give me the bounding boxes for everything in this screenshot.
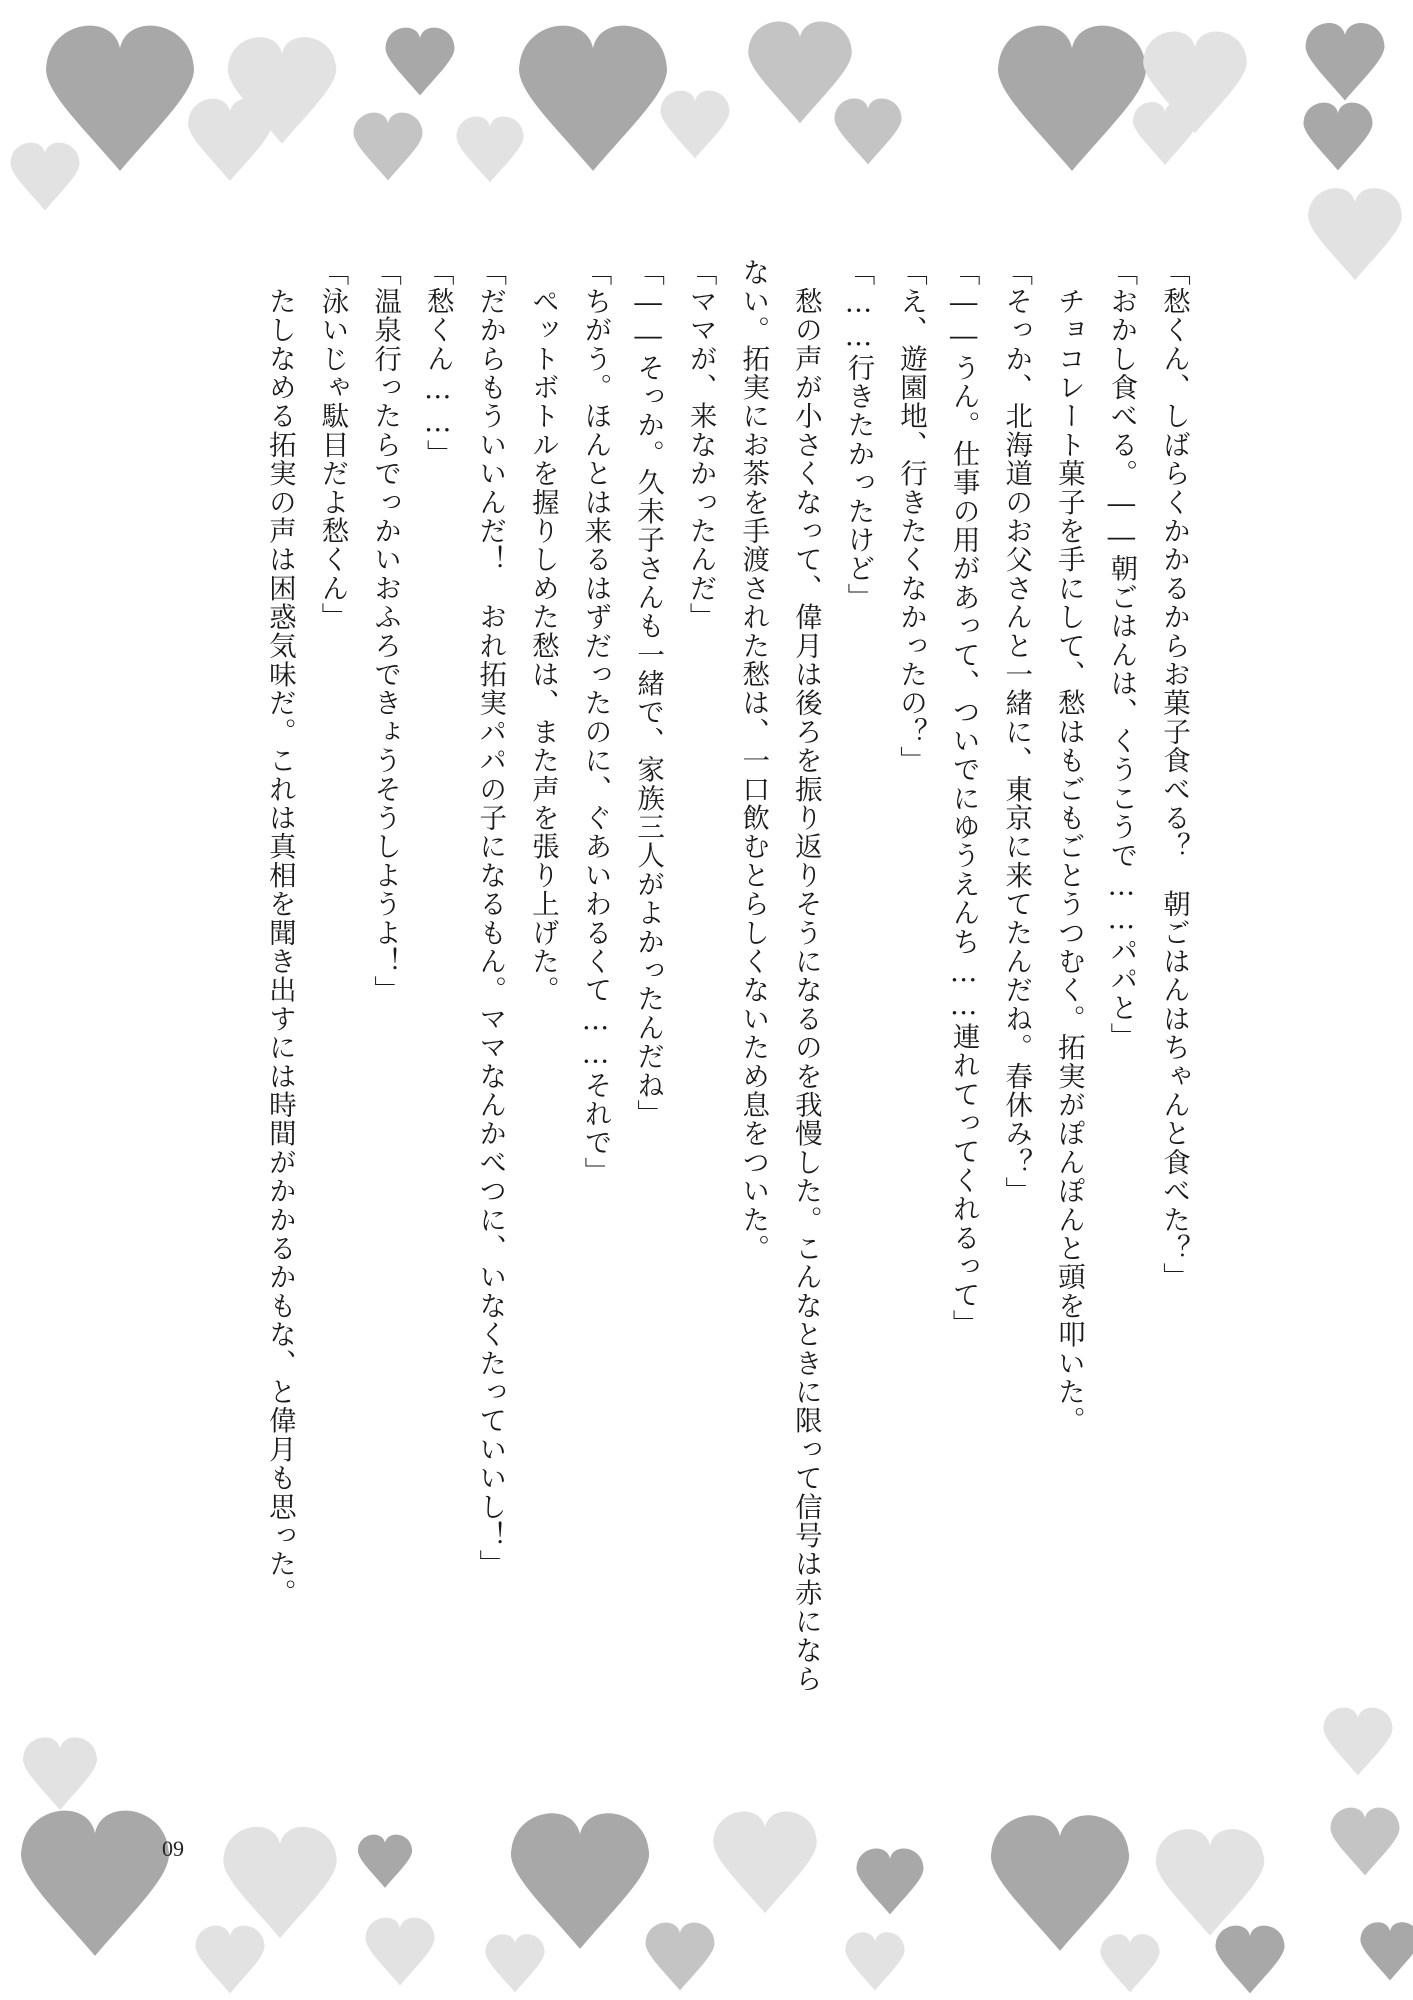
text-line: 「泳いじゃ駄目だよ愁くん」 xyxy=(316,258,349,632)
heart-icon xyxy=(519,26,667,171)
text-line: ペットボトルを握りしめた愁は、また声を張り上げた。 xyxy=(526,258,559,1005)
heart-icon xyxy=(1133,102,1197,165)
text-line: 「そっか、北海道のお父さんと一緒に、東京に来てたんだね。春休み？」 xyxy=(1000,258,1033,1206)
heart-icon xyxy=(856,1849,923,1915)
text-line: 「え、遊園地、行きたくなかったの？」 xyxy=(895,258,928,775)
heart-icon xyxy=(1308,188,1402,280)
heart-icon xyxy=(358,1835,412,1888)
heart-icon xyxy=(1156,1829,1265,1936)
heart-icon xyxy=(365,1918,434,1986)
text-line: 「愁くん……」 xyxy=(421,258,454,468)
page-number: 09 xyxy=(162,1836,184,1861)
text-line: 「ママが、来なかったんだ」 xyxy=(684,258,717,632)
heart-icon xyxy=(645,1923,714,1991)
text-line: 「――うん。仕事の用があって、ついでにゆうえんち……連れてってくれるって」 xyxy=(947,258,980,1338)
text-line: 「おかし食べる。――朝ごはんは、くうこうで……パパと」 xyxy=(1105,258,1138,1051)
text-line: たしなめる拓実の声は困惑気味だ。これは真相を聞き出すには時間がかかるかもな、と偉月も思った。 xyxy=(263,258,296,1607)
text-line: 「――そっか。久未子さんも一緒で、家族三人がよかったんだね」 xyxy=(632,258,665,1128)
heart-icon xyxy=(23,1737,97,1810)
heart-icon xyxy=(834,99,901,165)
heart-icon xyxy=(456,117,523,183)
heart-icon xyxy=(1323,1708,1392,1776)
text-line: ない。拓実にお茶を手渡された愁は、一口飲むとらしくないため息をついた。 xyxy=(737,258,770,1263)
heart-icon xyxy=(385,28,454,96)
heart-icon xyxy=(713,1811,817,1913)
text-line: 「……行きたかったけど」 xyxy=(842,258,875,612)
novel-text-body xyxy=(190,258,1200,1708)
text-line: 愁の声が小さくなって、偉月は後ろを振り返りそうになるのを我慢した。こんなときに限って信号は赤になら xyxy=(789,258,822,1693)
heart-icon xyxy=(1306,23,1385,100)
heart-icon xyxy=(485,1934,544,1992)
text-line: チョコレート菓子を手にして、愁はもごもごとうつむく。拓実がぽんぽんと頭を叩いた。 xyxy=(1052,258,1085,1435)
heart-icon xyxy=(353,113,422,181)
text-line: 「だからもういいんだ！ おれ拓実パパの子になるもん。ママなんかべつに、いなくたっていいし！」 xyxy=(474,258,507,1579)
heart-icon xyxy=(991,1815,1129,1951)
heart-icon xyxy=(21,1811,169,1956)
heart-icon xyxy=(10,143,79,211)
heart-icon xyxy=(223,1827,336,1938)
text-line: 「ちがう。ほんとは来るはずだったのに、ぐあいわるくて……それで」 xyxy=(579,258,612,1186)
heart-icon xyxy=(1100,1934,1159,1992)
heart-icon xyxy=(748,21,852,123)
heart-icon xyxy=(1215,1926,1284,1994)
text-line: 「愁くん、しばらくかかるからお菓子食べる？ 朝ごはんはちゃんと食べた？」 xyxy=(1158,258,1190,1292)
heart-icon xyxy=(188,99,272,181)
heart-icon xyxy=(845,1932,904,1990)
heart-icon xyxy=(195,1926,264,1994)
heart-icon xyxy=(511,1813,649,1949)
heart-icon xyxy=(998,26,1146,171)
heart-icon xyxy=(1303,103,1372,171)
heart-icon xyxy=(1360,1922,1413,1980)
heart-icon xyxy=(1330,1808,1399,1876)
heart-icon xyxy=(660,91,729,159)
text-line: 「温泉行ったらでっかいおふろできょうそうしようよ！」 xyxy=(369,258,402,1005)
